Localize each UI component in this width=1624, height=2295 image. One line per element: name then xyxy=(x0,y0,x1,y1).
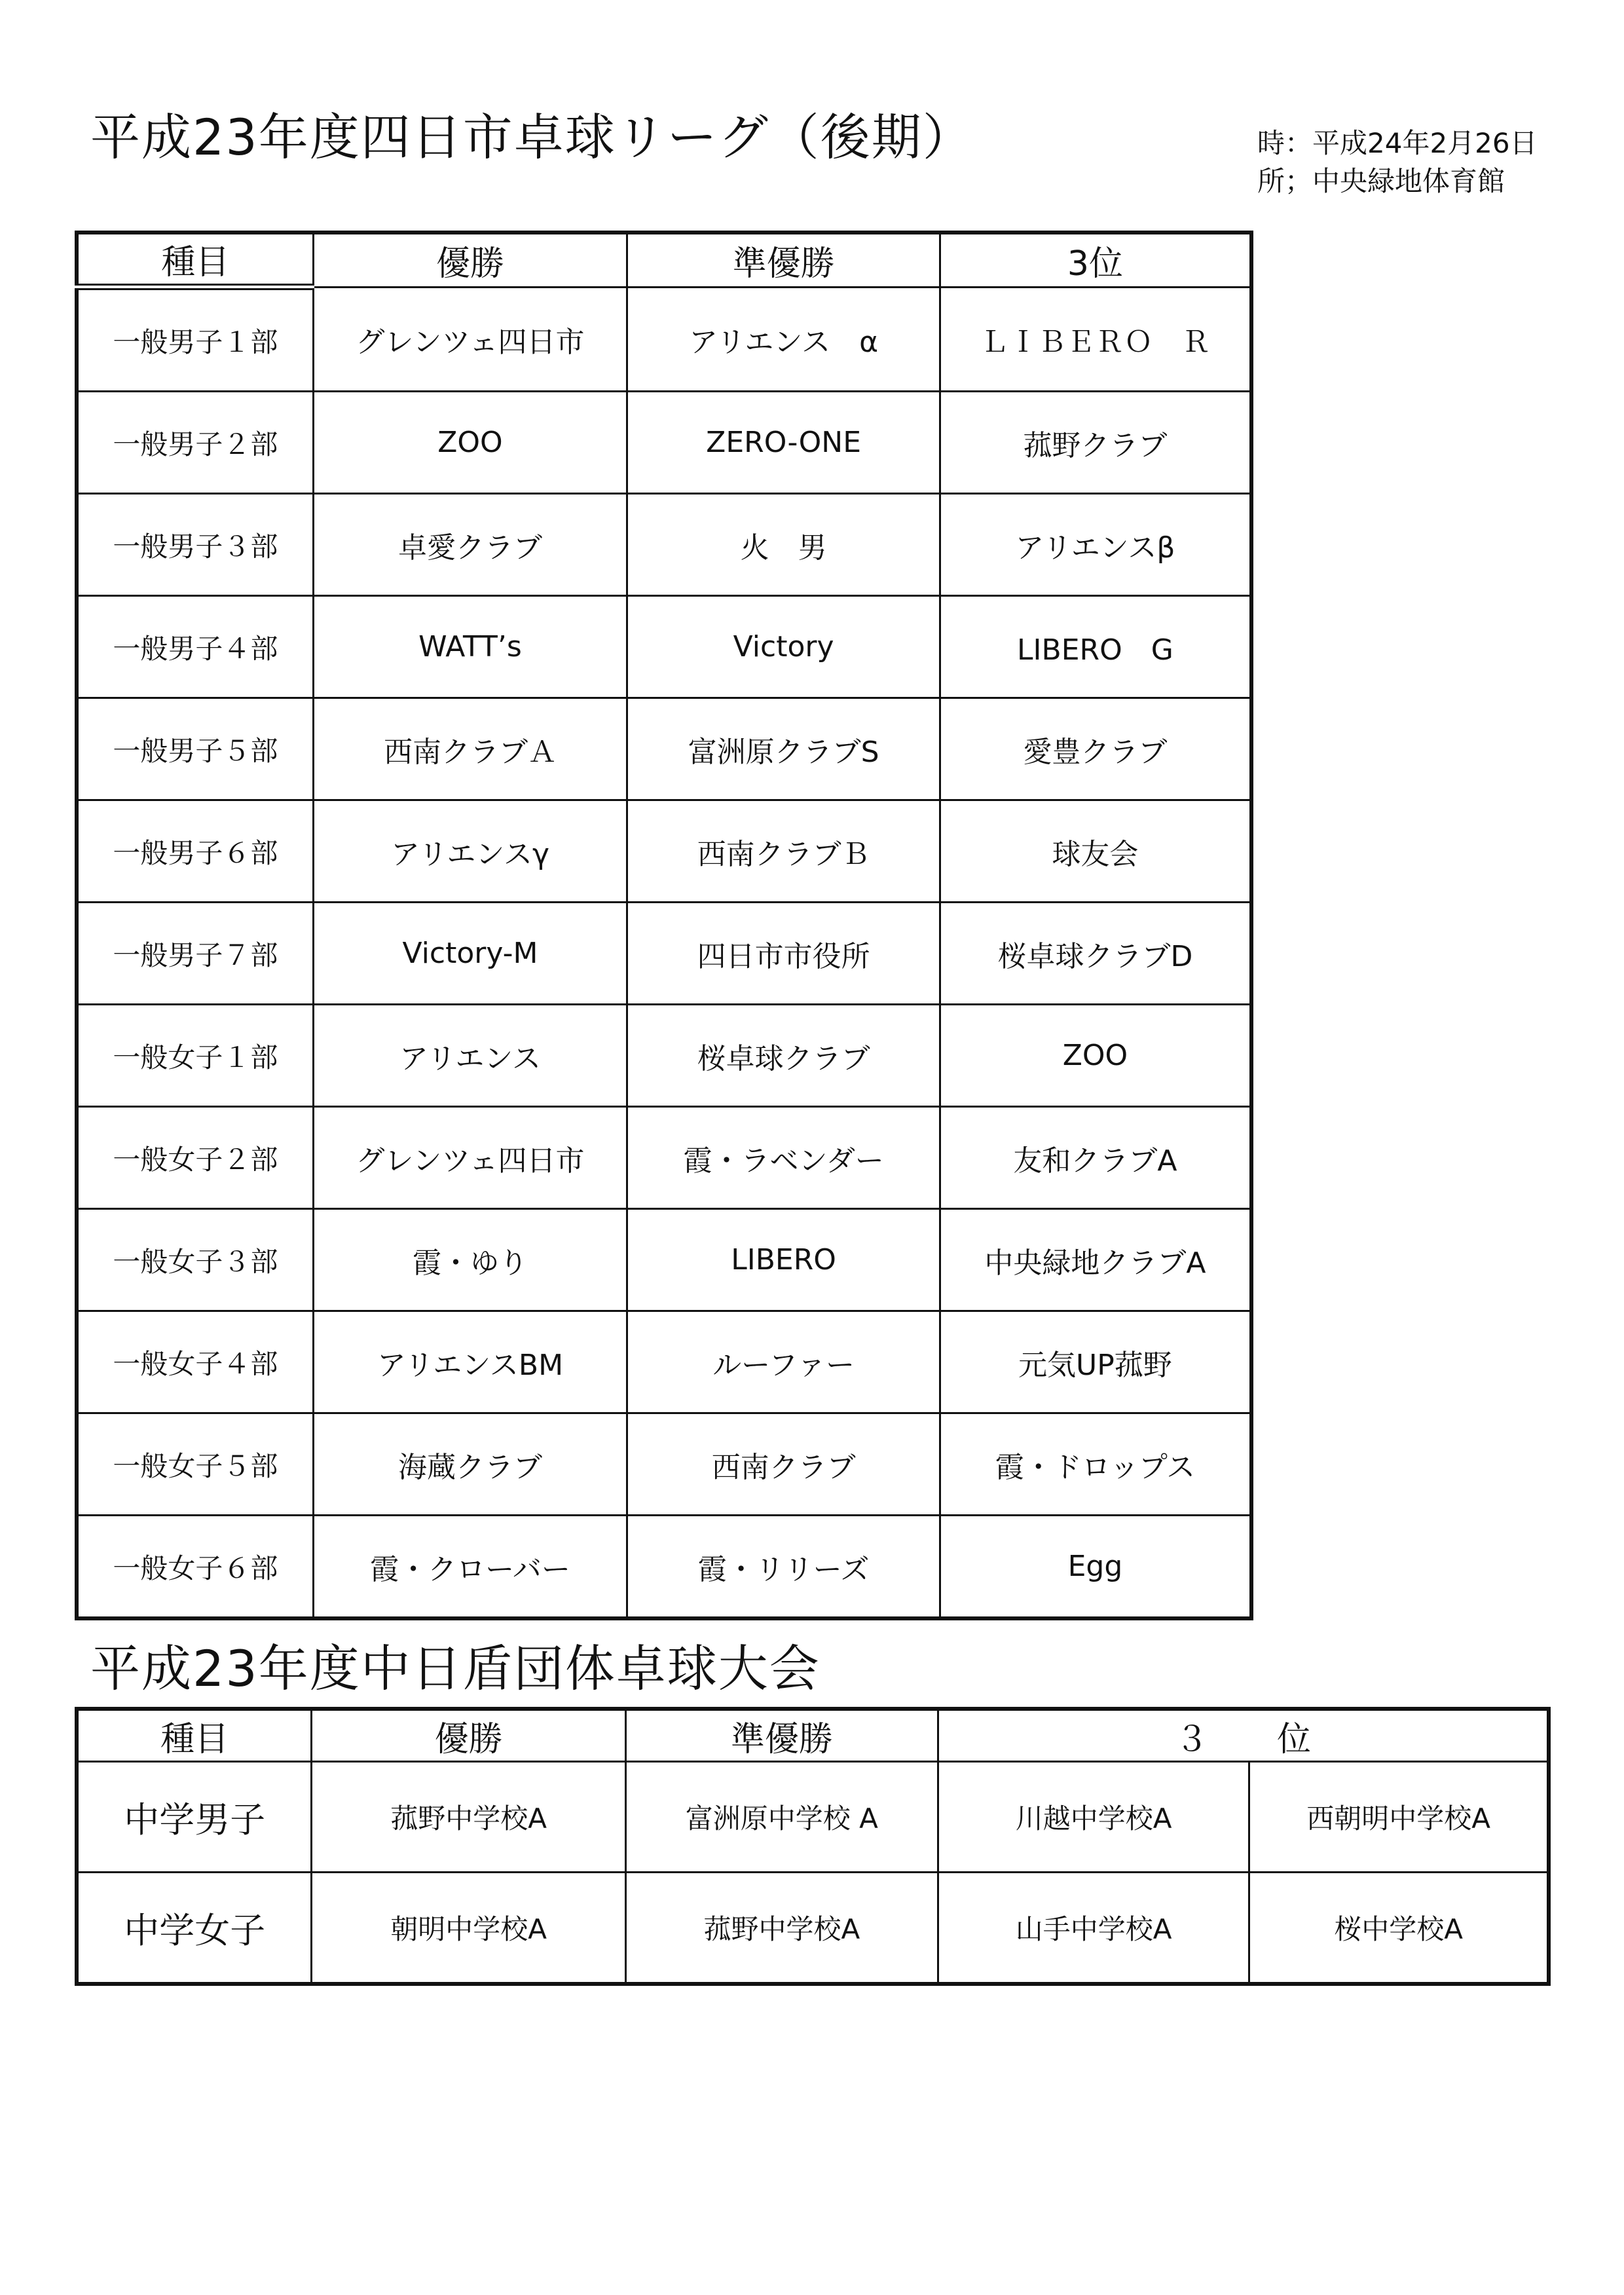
table-row xyxy=(77,1311,1251,1413)
event-venue: 所；中央緑地体育館 xyxy=(1257,165,1505,197)
header-category: 種目 xyxy=(77,1709,312,1762)
third-place-cell: 西朝明中学校A xyxy=(1249,1762,1549,1873)
runner-up-cell: 富洲原中学校 A xyxy=(625,1762,938,1873)
runner-up-cell: 西南クラブＢ xyxy=(627,800,940,903)
header-third-place: ３ 位 xyxy=(938,1709,1549,1762)
runner-up-cell: 火 男 xyxy=(627,494,940,596)
category-cell: 中学女子 xyxy=(77,1873,312,1985)
third-place-cell: 中央緑地クラブA xyxy=(940,1209,1251,1311)
winner-cell: アリエンスBM xyxy=(313,1311,627,1413)
winner-cell: 朝明中学校A xyxy=(312,1873,625,1985)
winner-cell: WATT’s xyxy=(313,596,627,698)
winner-cell: アリエンスγ xyxy=(313,800,627,903)
runner-up-cell: 富洲原クラブS xyxy=(627,698,940,800)
table-row xyxy=(77,1107,1251,1209)
third-place-cell: 菰野クラブ xyxy=(940,392,1251,494)
category-cell: 一般女子４部 xyxy=(77,1311,313,1413)
winner-cell: 霞・ゆり xyxy=(313,1209,627,1311)
table-row xyxy=(77,1516,1251,1619)
header-runner-up: 準優勝 xyxy=(625,1709,938,1762)
third-place-cell: 桜卓球クラブD xyxy=(940,903,1251,1005)
category-cell: 一般男子２部 xyxy=(77,392,313,494)
header-category: 種目 xyxy=(77,233,313,287)
table-row xyxy=(77,494,1251,596)
category-cell: 一般男子１部 xyxy=(77,287,313,392)
league-results-table xyxy=(75,231,1253,1620)
third-place-cell: 山手中学校A xyxy=(938,1873,1249,1985)
runner-up-cell: 菰野中学校A xyxy=(625,1873,938,1985)
category-cell: 中学男子 xyxy=(77,1762,312,1873)
table-row xyxy=(77,800,1251,903)
winner-cell: 西南クラブＡ xyxy=(313,698,627,800)
category-cell: 一般女子３部 xyxy=(77,1209,313,1311)
category-cell: 一般男子７部 xyxy=(77,903,313,1005)
runner-up-cell: 霞・ラベンダー xyxy=(627,1107,940,1209)
third-place-cell: 桜中学校A xyxy=(1249,1873,1549,1985)
category-cell: 一般男子６部 xyxy=(77,800,313,903)
table-row xyxy=(77,287,1251,392)
third-place-cell: 霞・ドロップス xyxy=(940,1413,1251,1516)
table-row xyxy=(77,1762,1549,1873)
third-place-cell: アリエンスβ xyxy=(940,494,1251,596)
runner-up-cell: 西南クラブ xyxy=(627,1413,940,1516)
third-place-cell: 元気UP菰野 xyxy=(940,1311,1251,1413)
winner-cell: ZOO xyxy=(313,392,627,494)
cup-header-row xyxy=(77,1709,1549,1762)
winner-cell: 卓愛クラブ xyxy=(313,494,627,596)
winner-cell: 菰野中学校A xyxy=(312,1762,625,1873)
winner-cell: 海蔵クラブ xyxy=(313,1413,627,1516)
event-date: 時：平成24年2月26日 xyxy=(1257,127,1538,159)
runner-up-cell: 桜卓球クラブ xyxy=(627,1005,940,1107)
category-cell: 一般男子３部 xyxy=(77,494,313,596)
runner-up-cell: ルーファー xyxy=(627,1311,940,1413)
table-row xyxy=(77,1873,1549,1985)
third-place-cell: 愛豊クラブ xyxy=(940,698,1251,800)
runner-up-cell: 霞・リリーズ xyxy=(627,1516,940,1619)
third-place-cell: ＬＩＢＥＲＯ Ｒ xyxy=(940,287,1251,392)
runner-up-cell: 四日市市役所 xyxy=(627,903,940,1005)
third-place-cell: 川越中学校A xyxy=(938,1762,1249,1873)
table-row xyxy=(77,392,1251,494)
winner-cell: アリエンス xyxy=(313,1005,627,1107)
table-row xyxy=(77,1413,1251,1516)
category-cell: 一般男子４部 xyxy=(77,596,313,698)
category-cell: 一般男子５部 xyxy=(77,698,313,800)
header-winner: 優勝 xyxy=(313,233,627,287)
third-place-cell: 友和クラブA xyxy=(940,1107,1251,1209)
runner-up-cell: アリエンス α xyxy=(627,287,940,392)
header-runner-up: 準優勝 xyxy=(627,233,940,287)
third-place-cell: LIBERO G xyxy=(940,596,1251,698)
header-winner: 優勝 xyxy=(312,1709,625,1762)
category-cell: 一般女子６部 xyxy=(77,1516,313,1619)
header-third-place: 3位 xyxy=(940,233,1251,287)
third-place-cell: Egg xyxy=(940,1516,1251,1619)
winner-cell: 霞・クローバー xyxy=(313,1516,627,1619)
third-place-cell: 球友会 xyxy=(940,800,1251,903)
cup-results-table xyxy=(75,1707,1551,1986)
table-row xyxy=(77,698,1251,800)
category-cell: 一般女子１部 xyxy=(77,1005,313,1107)
league-header-row xyxy=(77,233,1251,287)
event-info xyxy=(1257,124,1538,200)
table-row xyxy=(77,903,1251,1005)
table-row xyxy=(77,596,1251,698)
runner-up-cell: ZERO-ONE xyxy=(627,392,940,494)
third-place-cell: ZOO xyxy=(940,1005,1251,1107)
category-cell: 一般女子２部 xyxy=(77,1107,313,1209)
winner-cell: グレンツェ四日市 xyxy=(313,1107,627,1209)
runner-up-cell: LIBERO xyxy=(627,1209,940,1311)
table-row xyxy=(77,1005,1251,1107)
winner-cell: グレンツェ四日市 xyxy=(313,287,627,392)
table-row xyxy=(77,1209,1251,1311)
league-title: 平成23年度四日市卓球リーグ（後期） xyxy=(90,108,974,166)
category-cell: 一般女子５部 xyxy=(77,1413,313,1516)
runner-up-cell: Victory xyxy=(627,596,940,698)
winner-cell: Victory-M xyxy=(313,903,627,1005)
cup-title: 平成23年度中日盾団体卓球大会 xyxy=(90,1639,821,1698)
